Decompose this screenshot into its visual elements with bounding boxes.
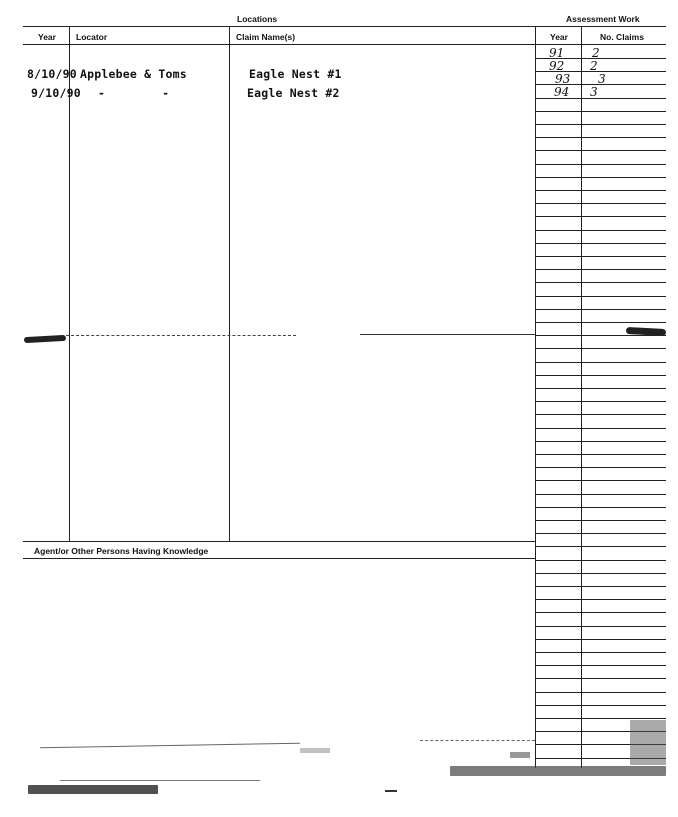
assessment-rule-line: [535, 573, 666, 574]
assessment-rule-line: [535, 362, 666, 363]
assessment-rule-line: [535, 84, 666, 85]
assessment-rule-line: [535, 480, 666, 481]
assessment-rule-line: [535, 546, 666, 547]
assessment-rule-line: [535, 718, 666, 719]
assessment-rule-line: [535, 560, 666, 561]
column-header-assessment-year: Year: [550, 32, 568, 42]
assessment-rule-line: [535, 137, 666, 138]
scan-smear-bottom-right: [450, 766, 666, 776]
column-header-claim-names: Claim Name(s): [236, 32, 296, 42]
assessment-rule-line: [535, 652, 666, 653]
assessment-row-3-claims: 3: [598, 72, 606, 86]
assessment-rule-line: [535, 282, 666, 283]
assessment-rule-line: [535, 626, 666, 627]
assessment-rule-line: [535, 58, 666, 59]
scan-smear-bottom-left: [28, 785, 158, 794]
locations-title: Locations: [237, 14, 278, 24]
assessment-rule-line: [535, 309, 666, 310]
assessment-rule-line: [535, 216, 666, 217]
assessment-rule-line: [535, 612, 666, 613]
fold-line-right: [360, 334, 535, 335]
assessment-work-title: Assessment Work: [566, 14, 640, 24]
locator-column-divider: [69, 26, 70, 541]
assessment-row-1-year: 91: [549, 46, 565, 60]
location-row-1-year: 8/10/90: [27, 67, 77, 81]
assessment-rule-line: [535, 467, 666, 468]
assessment-rule-line: [535, 494, 666, 495]
assessment-row-4-year: 94: [554, 85, 570, 99]
agent-label: Agent/or Other Persons Having Knowledge: [34, 546, 209, 556]
assessment-rule-line: [535, 124, 666, 125]
location-row-1-claim-name: Eagle Nest #1: [249, 67, 342, 81]
assessment-rule-line: [535, 296, 666, 297]
assessment-rule-line: [535, 111, 666, 112]
assessment-rule-line: [535, 639, 666, 640]
column-header-no-claims: No. Claims: [600, 32, 644, 42]
assessment-rule-line: [535, 388, 666, 389]
assessment-rule-line: [535, 177, 666, 178]
assessment-rule-line: [535, 375, 666, 376]
scan-speck: [385, 790, 397, 792]
assessment-rule-line: [535, 507, 666, 508]
scan-noise-line-3: [60, 780, 260, 781]
assessment-row-2-claims: 2: [590, 59, 598, 73]
agent-header-rule: [23, 558, 535, 559]
assessment-rule-line: [535, 533, 666, 534]
header-bottom-rule: [23, 44, 666, 45]
assessment-rule-line: [535, 71, 666, 72]
assessment-rule-line: [535, 428, 666, 429]
column-header-locator: Locator: [76, 32, 108, 42]
scan-speck-2: [510, 752, 530, 758]
assessment-rule-line: [535, 678, 666, 679]
scan-noise-line: [40, 743, 300, 749]
assessment-rule-line: [535, 335, 666, 336]
assessment-rule-line: [535, 322, 666, 323]
assessment-rule-line: [535, 692, 666, 693]
assessment-rule-line: [535, 520, 666, 521]
location-row-2-locator: - -: [98, 86, 170, 100]
assessment-rule-line: [535, 454, 666, 455]
assessment-rule-line: [535, 441, 666, 442]
top-rule: [23, 26, 666, 27]
scan-noise-line-2: [420, 740, 535, 741]
assessment-rule-line: [535, 230, 666, 231]
column-header-year: Year: [38, 32, 56, 42]
location-row-2-claim-name: Eagle Nest #2: [247, 86, 340, 100]
assessment-rule-line: [535, 164, 666, 165]
scan-smear-corner: [630, 720, 666, 765]
assessment-rule-line: [535, 414, 666, 415]
location-row-1-locator: Applebee & Toms: [80, 67, 187, 81]
assessment-row-2-year: 92: [549, 59, 565, 73]
assessment-rule-line: [535, 150, 666, 151]
fold-line-left: [66, 335, 296, 336]
assessment-row-1-claims: 2: [592, 46, 600, 60]
assessment-rule-line: [535, 401, 666, 402]
assessment-rule-line: [535, 190, 666, 191]
assessment-rule-line: [535, 243, 666, 244]
assessment-rule-line: [535, 98, 666, 99]
scan-smear-left: [24, 335, 66, 343]
assessment-rule-line: [535, 348, 666, 349]
assessment-rule-line: [535, 705, 666, 706]
assessment-row-4-claims: 3: [590, 85, 598, 99]
assessment-rule-line: [535, 586, 666, 587]
claim-column-divider: [229, 26, 230, 541]
assessment-row-3-year: 93: [555, 72, 571, 86]
locations-bottom-rule: [23, 541, 535, 542]
assessment-rule-line: [535, 599, 666, 600]
assessment-rule-line: [535, 665, 666, 666]
scan-speck-3: [300, 748, 330, 753]
assessment-rule-line: [535, 269, 666, 270]
assessment-rule-line: [535, 256, 666, 257]
assessment-rule-line: [535, 203, 666, 204]
location-row-2-year: 9/10/90: [31, 86, 81, 100]
